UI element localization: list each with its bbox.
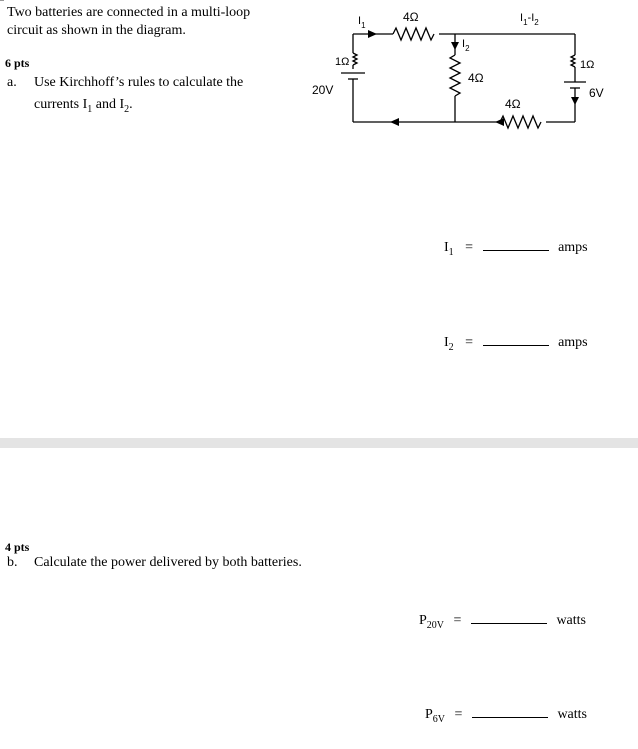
answer-row-i1 bbox=[444, 240, 588, 258]
resistor-middle-zigzag bbox=[450, 55, 460, 96]
arrow-i2-middle bbox=[451, 42, 459, 50]
problem-intro bbox=[7, 4, 297, 40]
part-b-question bbox=[7, 555, 302, 571]
resistor-bottom-zigzag bbox=[500, 116, 541, 128]
answer-i2-equals: = bbox=[465, 335, 474, 350]
answer-p20v-var: $P_{20V}$ bbox=[419, 613, 445, 631]
answer-i2-blank[interactable] bbox=[483, 337, 549, 346]
label-v-left: 20V bbox=[312, 83, 334, 97]
label-r-bottom: 4Ω bbox=[505, 97, 521, 111]
label-r-top: 4Ω bbox=[403, 10, 419, 24]
answer-i1-unit: amps bbox=[558, 240, 588, 255]
label-r-right: 1Ω bbox=[580, 59, 595, 71]
answer-row-i2 bbox=[444, 335, 588, 353]
part-b-points: 4 pts bbox=[5, 540, 30, 554]
part-b-label: b. bbox=[7, 555, 18, 570]
answer-p20v-equals: = bbox=[453, 613, 462, 628]
label-v-right: 6V bbox=[589, 86, 604, 100]
answer-p20v-unit: watts bbox=[556, 613, 586, 628]
corner-mark bbox=[0, 0, 4, 5]
answer-i1-var: $I_1$ bbox=[444, 240, 454, 258]
answer-i2-unit: amps bbox=[558, 335, 588, 350]
part-a-text-1: Use Kirchhoff’s rules to calculate the bbox=[34, 75, 244, 90]
answer-row-p6v bbox=[425, 707, 587, 725]
arrow-i1-top bbox=[368, 30, 377, 38]
answer-p6v-blank[interactable] bbox=[472, 709, 548, 718]
answer-i1-blank[interactable] bbox=[483, 242, 549, 251]
label-i1-minus-i2: $I_1-I_2$ bbox=[520, 12, 539, 27]
part-b-text: Calculate the power delivered by both batteries. bbox=[34, 555, 302, 570]
answer-p20v-blank[interactable] bbox=[471, 615, 547, 624]
resistor-right-zigzag bbox=[571, 55, 575, 67]
answer-p6v-var: $P_{6V}$ bbox=[425, 707, 446, 725]
part-a-question bbox=[7, 72, 243, 121]
arrow-bottom-left bbox=[390, 118, 399, 126]
label-r-middle: 4Ω bbox=[468, 71, 484, 85]
answer-p6v-equals: = bbox=[454, 707, 463, 722]
part-a-text-2: currents $I_1$ and $I_2$. bbox=[34, 97, 133, 115]
answer-p6v-unit: watts bbox=[557, 707, 587, 722]
intro-line-1: Two batteries are connected in a multi-loop bbox=[7, 5, 251, 20]
label-r-left: 1Ω bbox=[335, 56, 350, 68]
label-i1: $I_1$ bbox=[358, 15, 366, 30]
answer-i2-var: $I_2$ bbox=[444, 335, 454, 353]
arrow-bottom-right bbox=[495, 118, 504, 126]
part-a-label: a. bbox=[7, 75, 17, 90]
arrow-right-down bbox=[571, 97, 579, 105]
answer-i1-equals: = bbox=[465, 240, 474, 255]
answer-row-p20v bbox=[419, 613, 586, 631]
resistor-left-zigzag bbox=[353, 53, 357, 65]
intro-line-2: circuit as shown in the diagram. bbox=[7, 23, 186, 38]
label-i2: $I_2$ bbox=[462, 38, 470, 53]
circuit-diagram bbox=[305, 0, 625, 140]
section-divider bbox=[0, 438, 638, 448]
resistor-top-zigzag bbox=[393, 28, 434, 40]
part-a-points: 6 pts bbox=[5, 56, 30, 70]
